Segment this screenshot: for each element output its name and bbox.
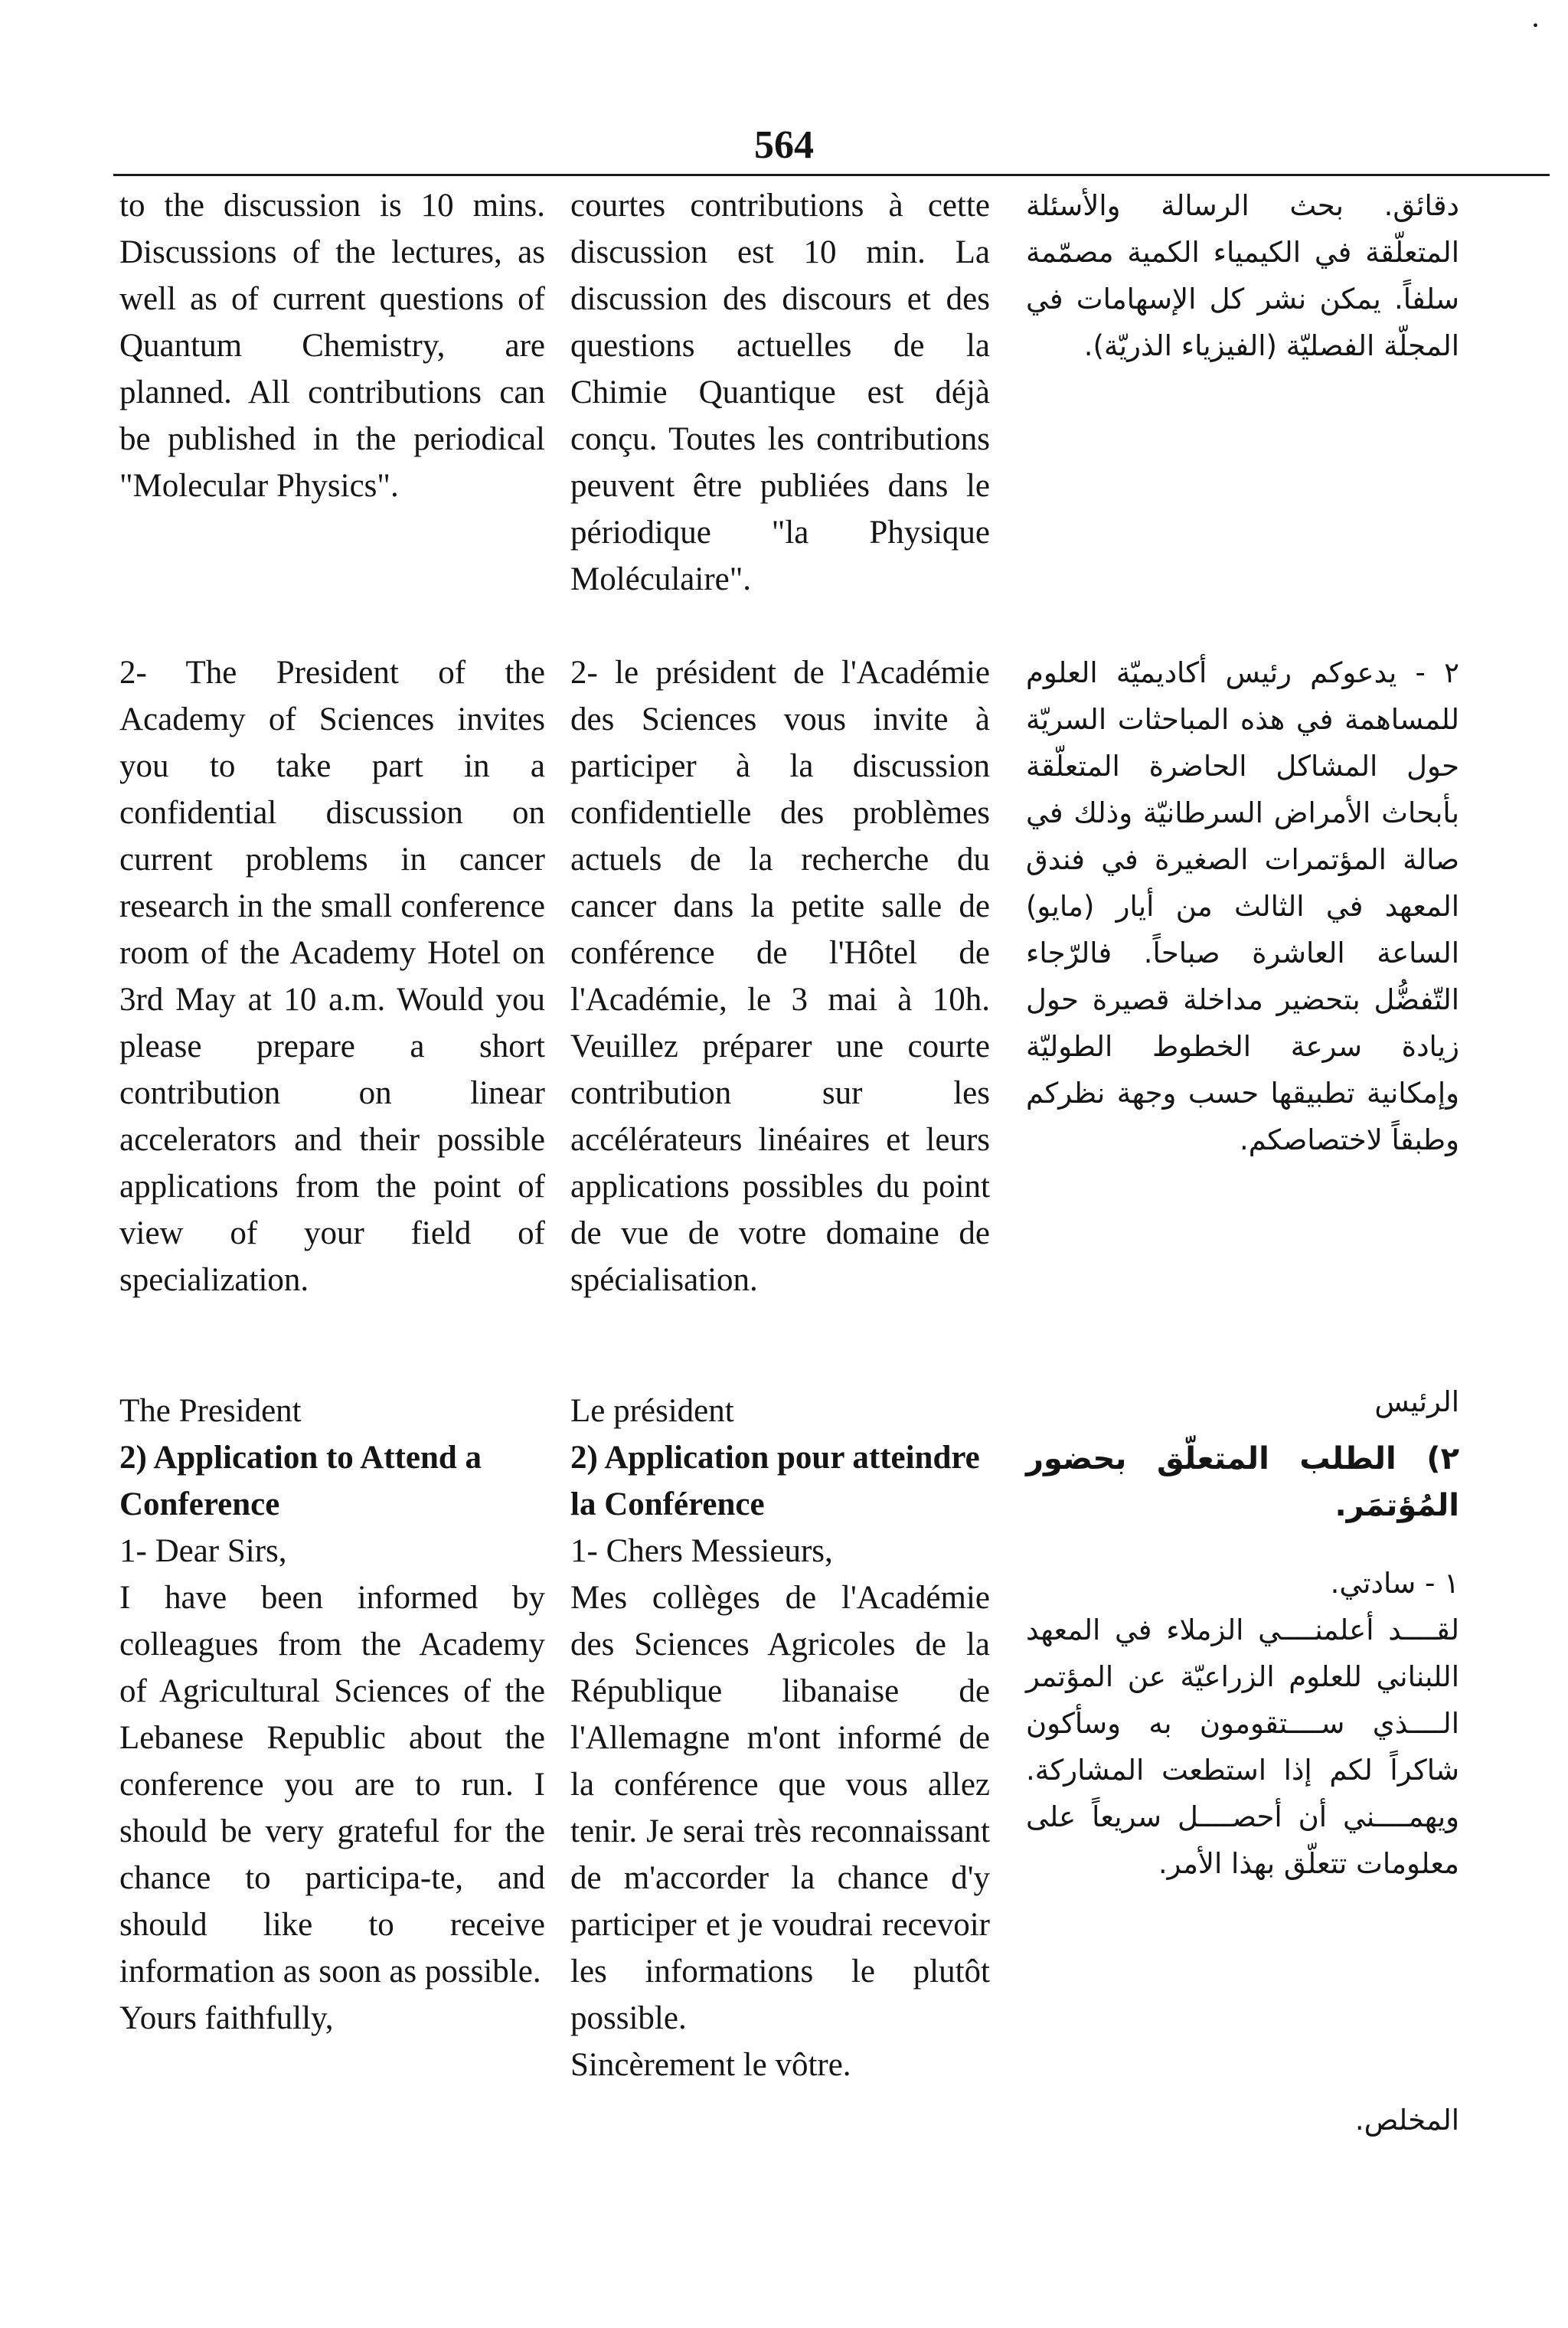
- english-signature: The President: [119, 1393, 302, 1429]
- english-block-2: [119, 649, 545, 1303]
- french-paragraph-2: 2- le président de l'Académie des Sciences vous invite à participer à la discussion confidentielle des problèmes actuels de la recherche du cancer dans la petite salle de conférence de l'Hôtel de l'Académie, le 3 mai à 10h. Veuillez préparer une courte contribution sur les accélérateurs linéaires et leurs applications possibles du point de vue de votre domaine de spécialisation.: [570, 655, 990, 1298]
- arabic-closing: المخلص.: [1354, 2104, 1459, 2137]
- french-paragraph-1: courtes contributions à cette discussion est 10 min. La discussion des discours et des questions actuelles de la Chimie Quantique est déjà conçu. Toutes les contributions peuvent être publiées dans le périodique "la Physique Moléculaire".: [570, 188, 990, 597]
- arabic-body: لقــــد أعلمنــــي الزملاء في المعهد اللبناني للعلوم الزراعيّة عن المؤتمر الــــذي ســــتقومون به وسأكون شاكراً لكم إذا استطعت المشاركة. ويهمــــني أن أحصــــل سريعاً على معلومات تتعلّق بهذا الأمر.: [1026, 1614, 1459, 1880]
- english-paragraph-2: 2- The President of the Academy of Sciences invites you to take part in a confidential discussion on current problems in cancer research in the small conference room of the Academy Hotel on 3rd May at 10 a.m. Would you please prepare a short contribution on linear accelerators and their possible applications from the point of view of your field of specialization.: [119, 655, 545, 1298]
- arabic-block-2: [1026, 649, 1459, 1163]
- header-rule: [113, 174, 1550, 176]
- english-closing: Yours faithfully,: [119, 2000, 334, 2036]
- english-heading: 2) Application to Attend a Conference: [119, 1440, 482, 1522]
- french-block-2: [570, 649, 990, 1303]
- english-block-1: [119, 182, 545, 509]
- arabic-signature: الرئيس: [1374, 1385, 1459, 1418]
- arabic-block-4: [1026, 2097, 1459, 2143]
- arabic-paragraph-2: ٢ - يدعوكم رئيس أكاديميّة العلوم للمساهمة في هذه المباحثات السريّة حول المشاكل الحاضرة المتعلّقة بأبحاث الأمراض السرطانيّة وذلك في صالة المؤتمرات الصغيرة في فندق المعهد في الثالث من أيار (مايو) الساعة العاشرة صباحاً. فالرّجاء التّفضُّل بتحضير مداخلة قصيرة حول زيادة سرعة الخطوط الطوليّة وإمكانية تطبيقها حسب وجهة نظركم وطبقاً لاختصاصكم.: [1026, 656, 1459, 1156]
- french-signature: Le président: [570, 1393, 734, 1429]
- arabic-heading: ٢) الطلب المتعلّق بحضور المُؤتمَر.: [1026, 1441, 1459, 1523]
- arabic-paragraph-1: دقائق. بحث الرسالة والأسئلة المتعلّقة في الكيمياء الكمية مصمّمة سلفاً. يمكن نشر كل الإسهامات في المجلّة الفصليّة (الفيزياء الذريّة).: [1026, 189, 1459, 362]
- french-closing: Sincèrement le vôtre.: [570, 2047, 851, 2083]
- english-paragraph-1: to the discussion is 10 mins. Discussions of the lectures, as well as of current questions of Quantum Chemistry, are planned. All contributions can be published in the periodical "Molecular Physics".: [119, 188, 545, 504]
- french-block-3: [570, 1388, 990, 2088]
- arabic-block-1: [1026, 182, 1459, 369]
- corner-mark: •: [1533, 18, 1539, 34]
- arabic-block-3: [1026, 1378, 1459, 1887]
- french-heading: 2) Application pour atteindre la Conférence: [570, 1440, 980, 1522]
- french-body: Mes collèges de l'Académie des Sciences Agricoles de la République libanaise de l'Allemagne m'ont informé de la conférence que vous allez tenir. Je serai très reconnaissant de m'accorder la chance d'y participer et je voudrai recevoir les informations le plutôt possible.: [570, 1580, 990, 2036]
- page-number: 564: [754, 123, 814, 167]
- french-salutation: 1- Chers Messieurs,: [570, 1533, 833, 1569]
- english-salutation: 1- Dear Sirs,: [119, 1533, 287, 1569]
- arabic-salutation: ١ - سادتي.: [1330, 1567, 1459, 1600]
- english-block-3: [119, 1388, 545, 2042]
- english-body: I have been informed by colleagues from the Academy of Agricultural Sciences of the Lebanese Republic about the conference you are to run. I should be very grateful for the chance to participa-te, and should like to receive information as soon as possible.: [119, 1580, 545, 1990]
- french-block-1: [570, 182, 990, 603]
